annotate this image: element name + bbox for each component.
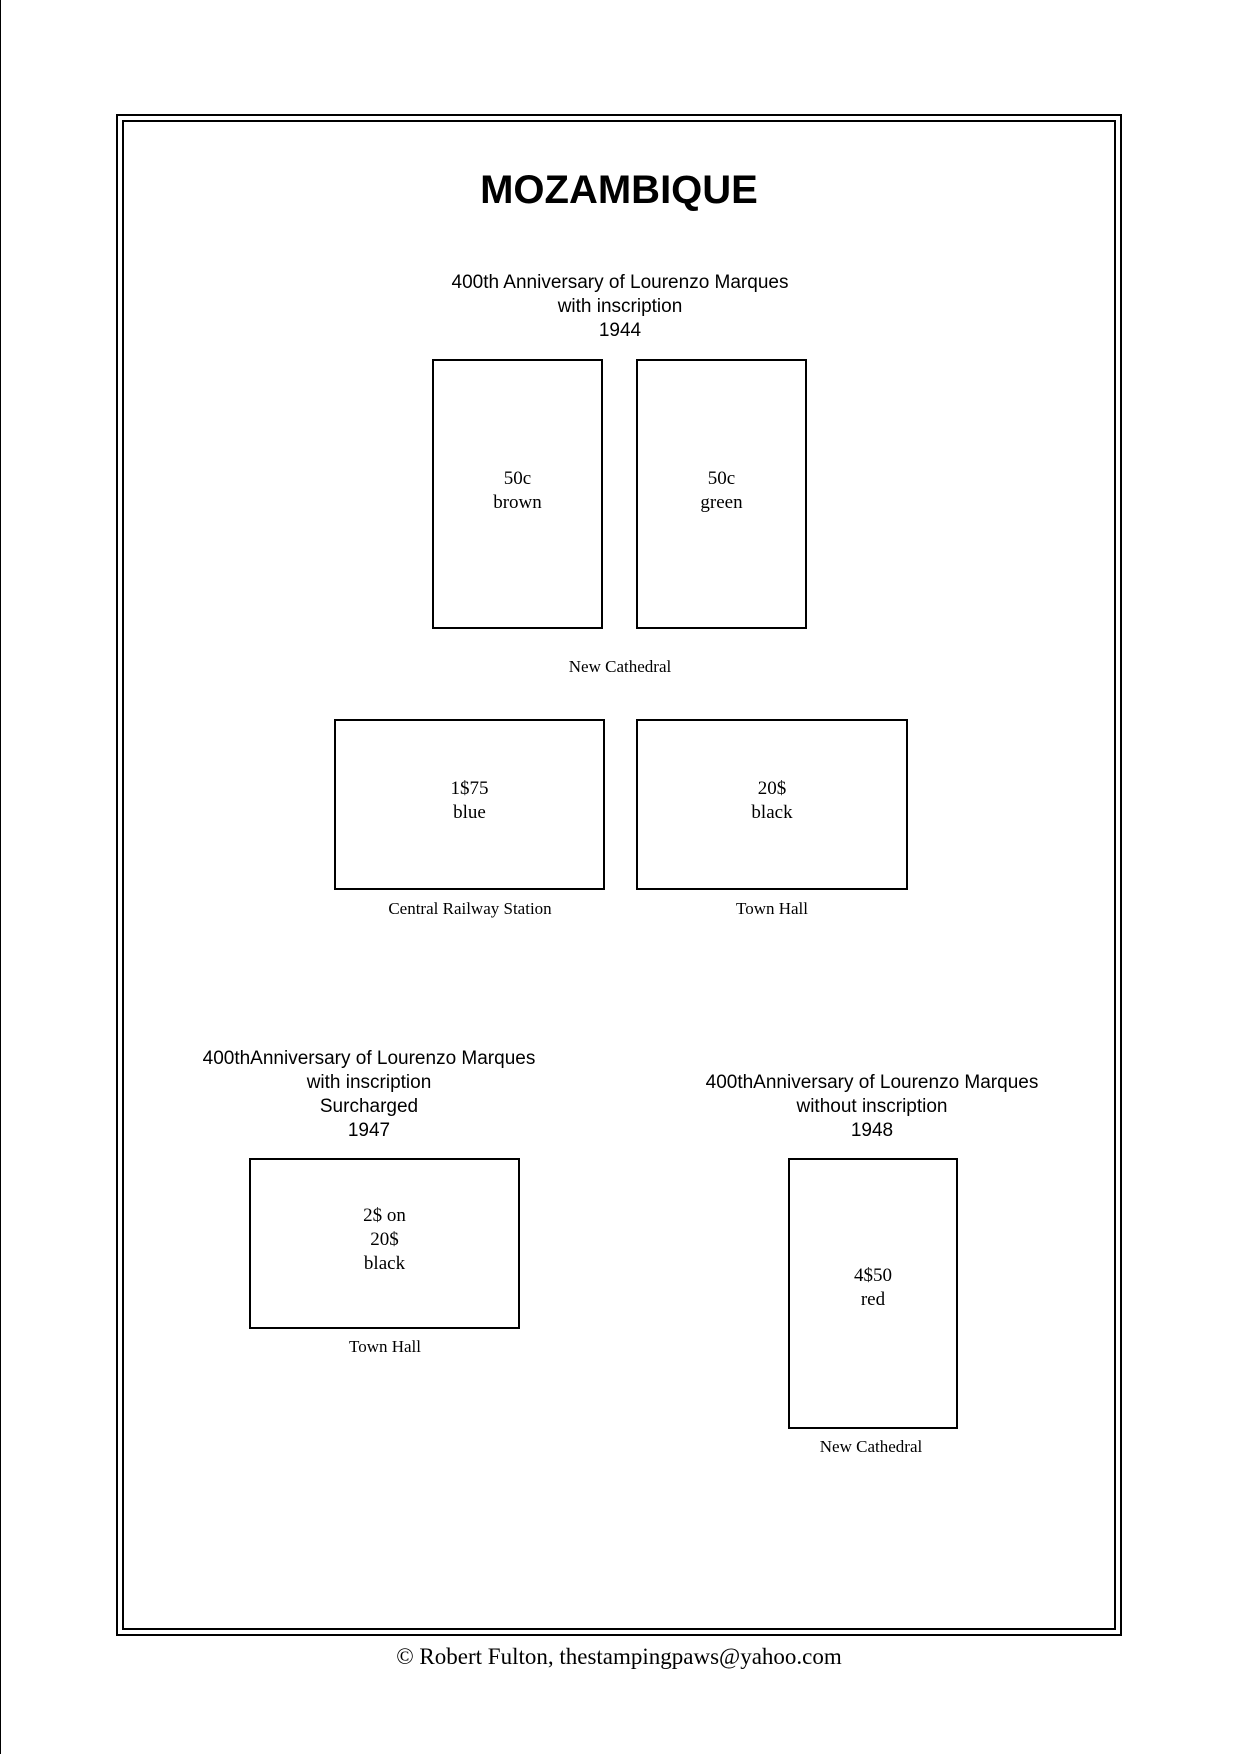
heading-line: 1944	[598, 320, 642, 341]
section-heading-1944	[370, 271, 870, 343]
stamp-denomination: 2$ on	[363, 1205, 406, 1226]
stamp-caption: Town Hall	[349, 1337, 421, 1356]
stamp-denomination: 50c	[707, 468, 736, 489]
heading-line: with inscription	[557, 296, 683, 317]
section-heading-1948	[662, 1071, 1082, 1143]
stamp-color: green	[700, 492, 743, 513]
heading-line: 1947	[347, 1120, 391, 1141]
stamp-space	[334, 719, 605, 890]
page-edge	[0, 0, 1, 1754]
stamp-denomination: 20$	[757, 778, 787, 799]
heading-line: 1948	[850, 1120, 894, 1141]
stamp-caption: New Cathedral	[819, 1437, 923, 1456]
section-heading-1947	[159, 1047, 579, 1143]
copyright-footer: © Robert Fulton, thestampingpaws@yahoo.com	[396, 1644, 842, 1669]
stamp-caption: Central Railway Station	[388, 899, 552, 918]
stamp-caption: Town Hall	[736, 899, 808, 918]
stamp-denomination: 20$	[370, 1229, 399, 1250]
stamp-color: black	[751, 802, 793, 823]
stamp-space	[636, 359, 807, 629]
heading-line: 400thAnniversary of Lourenzo Marques	[705, 1072, 1039, 1093]
stamp-color: black	[363, 1253, 406, 1274]
stamp-space	[788, 1158, 958, 1429]
heading-line: 400thAnniversary of Lourenzo Marques	[202, 1048, 536, 1069]
stamp-color: blue	[453, 802, 486, 823]
stamp-denomination: 1$75	[450, 778, 489, 799]
heading-line: Surcharged	[319, 1096, 419, 1117]
stamp-caption: New Cathedral	[568, 657, 672, 676]
stamp-space	[432, 359, 603, 629]
heading-line: with inscription	[306, 1072, 432, 1093]
page-frame-inner	[122, 120, 1116, 1630]
stamp-color: red	[860, 1289, 886, 1310]
stamp-space	[636, 719, 908, 890]
stamp-denomination: 50c	[503, 468, 532, 489]
stamp-space	[249, 1158, 520, 1329]
stamp-color: brown	[493, 492, 542, 513]
page-title: MOZAMBIQUE	[480, 168, 758, 212]
heading-line: without inscription	[796, 1096, 948, 1117]
stamp-denomination: 4$50	[854, 1265, 892, 1286]
heading-line: 400th Anniversary of Lourenzo Marques	[451, 272, 789, 293]
